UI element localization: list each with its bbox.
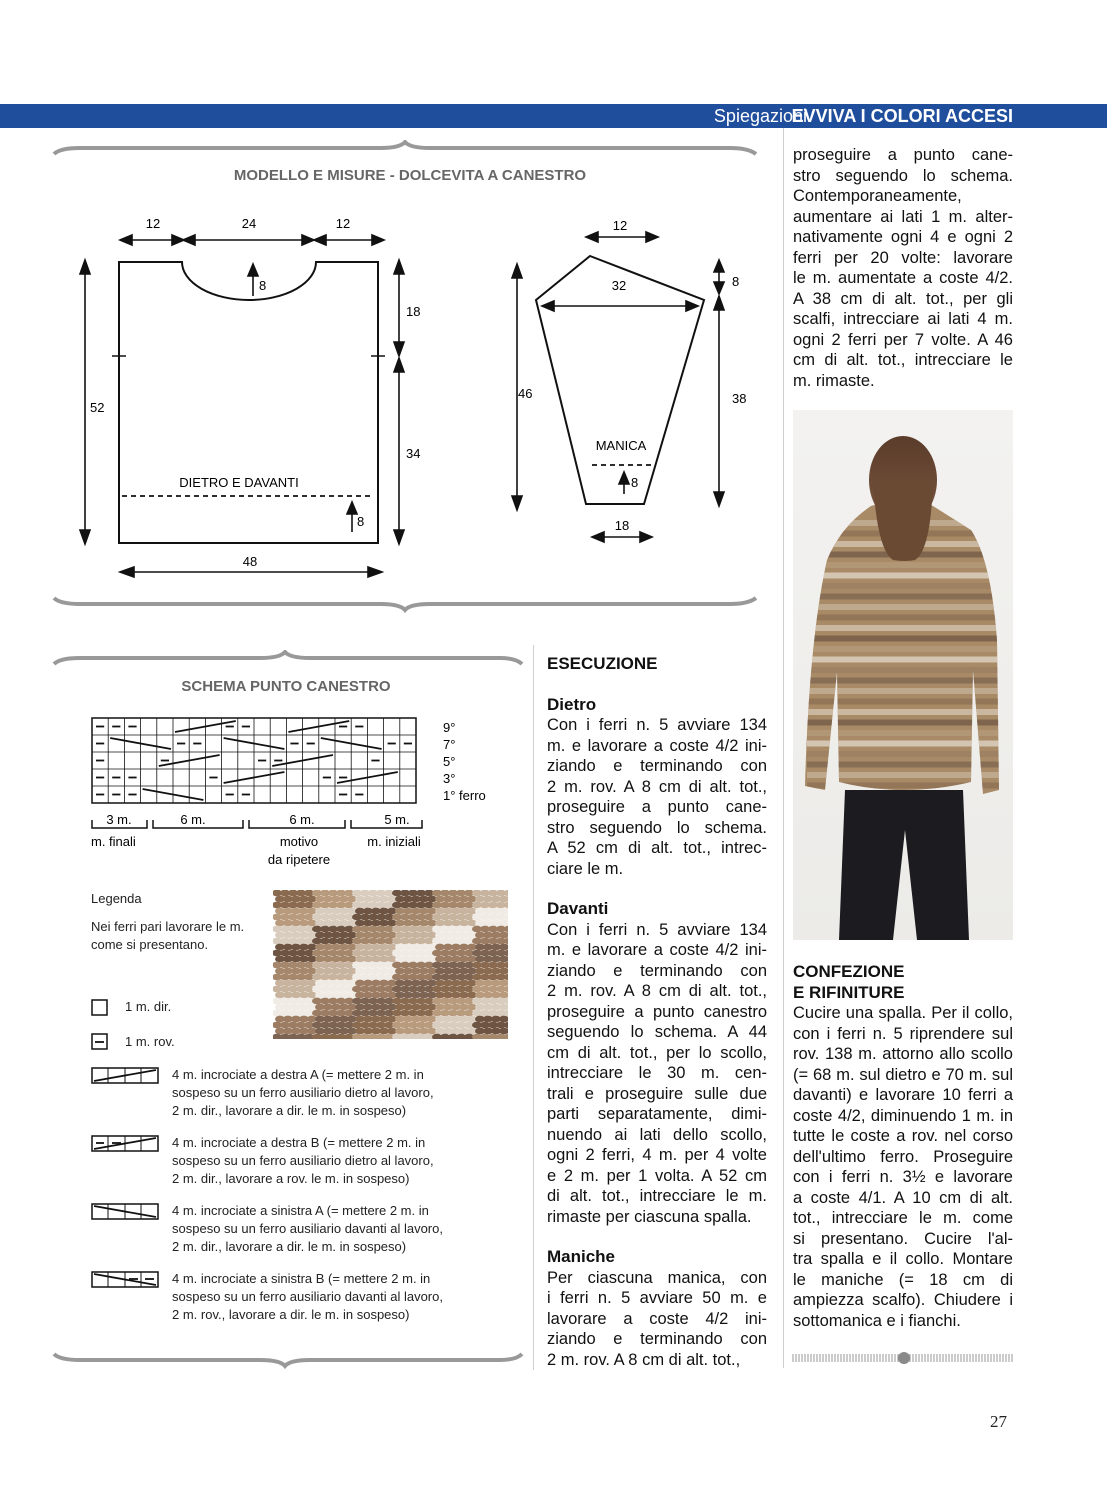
text-line: tot., intrecciare le m. come	[793, 1209, 1013, 1227]
legend-line: sospeso su un ferro ausiliario dietro al lavoro,	[172, 1153, 434, 1168]
text-line: a coste 4/1. A 10 cm di alt.	[793, 1188, 1013, 1207]
dim-body-width: 48	[242, 554, 258, 569]
continuation-text	[793, 145, 1013, 391]
header-section: Spiegazioni	[713, 106, 807, 126]
text-line: 2 m. rov. A 8 cm di alt. tot.,	[547, 777, 767, 796]
confezione-title-2: E RIFINITURE	[793, 982, 905, 1002]
text-line: m. rimaste.	[793, 371, 875, 390]
header-bar	[0, 104, 1107, 128]
text-line: Cucire una spalla. Per il collo,	[793, 1004, 1013, 1022]
frame-bottom	[54, 598, 756, 610]
segment-label: 6 m.	[180, 812, 206, 827]
text-line: ziando e terminando con	[547, 1330, 767, 1348]
text-line: cm di alt. tot., per lo scollo,	[547, 1043, 767, 1062]
text-line: dell'ultimo ferro. Proseguire	[793, 1147, 1013, 1166]
column-divider-2	[533, 645, 534, 1370]
text-line: parti separatamente, dimi-	[547, 1105, 767, 1123]
legend-note: Nei ferri pari lavorare le m. come si presentano.	[91, 919, 245, 952]
text-line: le maniche (= 18 cm di	[793, 1270, 1013, 1289]
sleeve-label: MANICA	[595, 438, 647, 453]
diagram-title: MODELLO E MISURE - DOLCEVITA A CANESTRO	[233, 167, 587, 184]
row-label: 7°	[443, 737, 456, 752]
segment-label: 5 m.	[384, 812, 410, 827]
dim-body-rib: 8	[357, 514, 365, 529]
symbol-cross-left-b	[92, 1272, 158, 1287]
text-line: ferri per 20 volte: lavorare	[793, 248, 1013, 267]
swatch-texture	[273, 890, 508, 1039]
text-line: A 38 cm di alt. tot., per gli	[793, 289, 1013, 308]
text-line: Contemporaneamente,	[793, 187, 962, 205]
sublabel-iniziali: m. iniziali	[367, 834, 421, 849]
chart-title: SCHEMA PUNTO CANESTRO	[181, 678, 391, 695]
text-line: nativamente ogni 4 e ogni 2	[793, 228, 1013, 246]
text-line: proseguire a punto canestro	[547, 1002, 767, 1021]
text-line: tutte le coste a rov. nel corso	[793, 1127, 1013, 1145]
sleeve-rib: 8	[631, 475, 639, 490]
dim-side-total: 52	[90, 400, 105, 415]
maniche-text	[547, 1268, 767, 1371]
symbol-knit	[92, 1000, 107, 1015]
davanti-text	[547, 920, 767, 1228]
legend-line: 4 m. incrociate a sinistra B (= mettere 2 m. in	[172, 1271, 431, 1286]
text-line: trali e proseguire sulle due	[547, 1084, 767, 1103]
execution-title: ESECUZIONE	[547, 654, 658, 673]
text-line: A 52 cm di alt. tot., intrec-	[547, 839, 767, 857]
text-line: lavorare a coste 4/2 ini-	[547, 1309, 767, 1328]
text-line: scalfi, intrecciare ai lati 4 m.	[793, 310, 1013, 328]
text-line: proseguire a punto cane-	[547, 798, 767, 816]
text-line: coste 4/2, diminuendo 1 m. in	[793, 1106, 1013, 1125]
text-line: ampiezza scalfo). Chiudere i	[793, 1291, 1013, 1309]
sublabel-motivo: motivo	[279, 834, 319, 849]
text-line: 2 m. rov. A 8 cm di alt. tot.,	[547, 1350, 741, 1369]
symbol-cross-right-b	[92, 1136, 158, 1151]
dim-top-mid: 24	[241, 216, 257, 231]
text-line: Con i ferri n. 5 avviare 134	[547, 716, 767, 734]
legend-cross-left-a	[172, 1202, 492, 1256]
text-line: stro seguendo lo schema.	[547, 818, 767, 837]
text-line: 2 m. rov. A 8 cm di alt. tot.,	[547, 982, 767, 1000]
legend-purl: 1 m. rov.	[125, 1034, 175, 1049]
davanti-title: Davanti	[547, 899, 609, 918]
text-line: (= 68 m. sul dietro e 70 m. sul	[793, 1065, 1013, 1084]
row-label: 3°	[443, 771, 456, 786]
text-line: Con i ferri n. 5 avviare 134	[547, 920, 767, 939]
text-line: seguendo lo schema. A 44	[547, 1023, 767, 1041]
text-line: ziando e terminando con	[547, 961, 767, 980]
legend-cross-right-a	[172, 1066, 492, 1120]
sublabel-ripetere: da ripetere	[267, 852, 331, 867]
legend-cross-right-b	[172, 1134, 492, 1188]
legend-knit: 1 m. dir.	[125, 999, 172, 1014]
text-line: i ferri n. 5 avviare 50 m. e	[547, 1289, 767, 1307]
text-line: m. e lavorare a coste 4/2 ini-	[547, 941, 767, 959]
confezione-text	[793, 1003, 1013, 1331]
column-divider	[783, 128, 784, 1368]
chart-frame-top	[54, 652, 522, 664]
sleeve-outline	[536, 256, 704, 504]
row-label: 1° ferro	[443, 788, 486, 803]
row-label: 5°	[443, 754, 456, 769]
dim-neck: 8	[259, 278, 267, 293]
text-line: stro seguendo lo schema.	[793, 166, 1013, 185]
text-line: intrecciare le 30 m. cen-	[547, 1064, 767, 1082]
model-photo	[793, 410, 1013, 940]
sublabel-finali: m. finali	[91, 834, 136, 849]
dim-top-right: 12	[335, 216, 351, 231]
sleeve-right-lower: 38	[732, 391, 747, 406]
sleeve-cap: 8	[732, 274, 740, 289]
text-line: le m. aumentate a coste 4/2.	[793, 269, 1013, 287]
legend-title: Legenda	[91, 891, 142, 906]
legend-line: 2 m. dir., lavorare a dir. le m. in sospeso)	[172, 1239, 407, 1254]
text-line: con i ferri n. 3½ e lavorare	[793, 1168, 1013, 1186]
text-line: davanti) e lavorare 10 ferri a	[793, 1086, 1013, 1104]
body-label: DIETRO E DAVANTI	[179, 475, 299, 490]
measurements-diagram	[40, 140, 780, 620]
symbol-cross-right-a	[92, 1068, 158, 1083]
execution-column	[547, 654, 767, 1370]
legend-line: sospeso su un ferro ausiliario dietro al lavoro,	[172, 1085, 434, 1100]
page-number: 27	[990, 1412, 1007, 1431]
text-line: ogni 2 ferri, 4 m. per 4 volte	[547, 1146, 767, 1164]
legend-line: 2 m. rov., lavorare a dir. le m. in sospeso)	[172, 1307, 410, 1322]
text-line: cm di alt. tot., intrecciare le	[793, 351, 1013, 369]
text-line: rov. 138 m. attorno allo scollo	[793, 1045, 1013, 1063]
header-title: EVVIVA I COLORI ACCESI	[791, 106, 1013, 126]
legend-line: 4 m. incrociate a destra A (= mettere 2 m. in	[172, 1067, 424, 1082]
legend-line: 4 m. incrociate a destra B (= mettere 2 m. in	[172, 1135, 426, 1150]
legend-line: sospeso su un ferro ausiliario davanti al lavoro,	[172, 1221, 443, 1236]
text-line: nuendo ai lati dello scollo,	[547, 1125, 767, 1144]
maniche-title: Maniche	[547, 1247, 616, 1266]
stitch-grid	[92, 718, 416, 803]
legend-cross-left-b	[172, 1270, 492, 1324]
segment-brackets	[92, 820, 422, 828]
text-line: Per ciascuna manica, con	[547, 1268, 767, 1287]
frame-top	[54, 142, 756, 154]
sleeve-upper: 32	[611, 278, 627, 293]
end-ornament	[791, 1350, 1016, 1366]
body-outline	[119, 262, 378, 543]
body-arrows	[80, 235, 404, 577]
text-line: si presentano. Cucire l'al-	[793, 1229, 1013, 1248]
dim-side-bottom: 34	[406, 446, 421, 461]
chart-frame-bottom	[54, 1354, 522, 1366]
model-illustration	[793, 410, 1013, 940]
text-line: m. e lavorare a coste 4/2 ini-	[547, 736, 767, 755]
text-line: proseguire a punto cane-	[793, 146, 1013, 164]
sleeve-left-total: 46	[518, 386, 533, 401]
symbol-cross-left-a	[92, 1204, 158, 1219]
row-label: 9°	[443, 720, 456, 735]
text-line: con i ferri n. 5 riprendere sul	[793, 1024, 1013, 1043]
text-line: aumentare ai lati 1 m. alter-	[793, 207, 1013, 226]
dim-side-top: 18	[406, 304, 421, 319]
legend-line: 2 m. dir., lavorare a dir. le m. in sospeso)	[172, 1103, 407, 1118]
legend-line: 4 m. incrociate a sinistra A (= mettere 2 m. in	[172, 1203, 429, 1218]
text-line: tra spalla e il collo. Montare	[793, 1250, 1013, 1268]
legend-line: sospeso su un ferro ausiliario davanti al lavoro,	[172, 1289, 443, 1304]
dietro-title: Dietro	[547, 694, 597, 714]
text-line: rimaste per ciascuna spalla.	[547, 1207, 752, 1226]
text-line: ogni 2 ferri per 7 volte. A 46	[793, 330, 1013, 349]
segment-label: 3 m.	[106, 812, 132, 827]
dietro-text	[547, 715, 767, 879]
sleeve-top: 12	[612, 218, 628, 233]
confezione-title-1: CONFEZIONE	[793, 962, 905, 981]
confezione-section	[793, 962, 1013, 1331]
sleeve-cuff: 18	[614, 518, 630, 533]
text-line: ziando e terminando con	[547, 757, 767, 775]
segment-label: 6 m.	[289, 812, 315, 827]
text-line: ciare le m.	[547, 859, 624, 878]
text-line: di alt. tot., intrecciare le m.	[547, 1187, 767, 1205]
dim-top-left: 12	[145, 216, 161, 231]
legend-line: 2 m. dir., lavorare a rov. le m. in sospeso)	[172, 1171, 410, 1186]
text-line: sottomanica e i fianchi.	[793, 1311, 961, 1330]
text-line: e 2 m. per 1 volta. A 52 cm	[547, 1166, 767, 1185]
swatch-photo	[273, 890, 508, 1039]
